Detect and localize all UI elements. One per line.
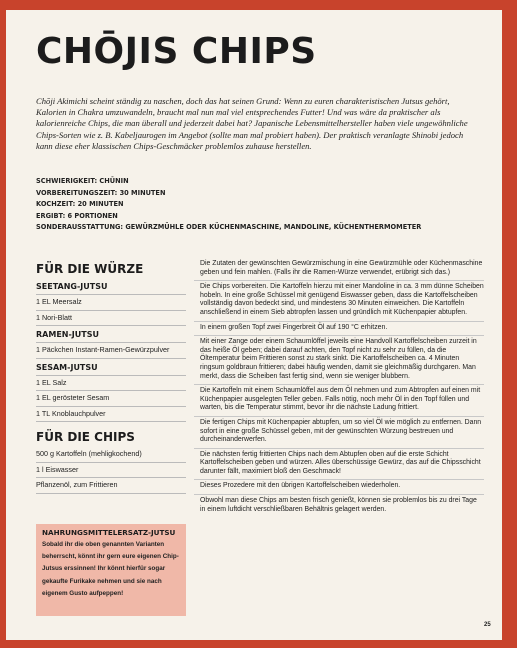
ingredient-item: 1 TL Knoblauchpulver (36, 407, 186, 423)
meta-servings: ERGIBT: 6 PORTIONEN (36, 211, 118, 220)
steps-column (194, 258, 484, 517)
heading-seetang: SEETANG-JUTSU (36, 282, 108, 291)
ingredient-item: 1 Päckchen Instant-Ramen-Gewürzpulver (36, 343, 186, 359)
meta-equipment: SONDERAUSSTATTUNG: GEWÜRZMÜHLE ODER KÜCHENMASCHINE, MANDOLINE, KÜCHENTHERMOMETER (36, 223, 422, 231)
ingredient-item: 1 Nori-Blatt (36, 311, 186, 327)
ingredient-item: 500 g Kartoffeln (mehligkochend) (36, 447, 186, 463)
step-item: Die Chips vorbereiten. Die Kartoffeln hierzu mit einer Mandoline in ca. 3 mm dünne Scheiben hobeln. In eine große Schüssel mit genügend Eiswasser geben, dass die Kartoffelscheiben vollständig davon bedeckt sind, und mindestens 30 Minuten einweichen. Die Kartoffeln anschließend in einem Sieb abtropfen lassen und gründlich mit Küchenpapier abtupfen. (194, 281, 484, 321)
ingredient-item: 1 EL gerösteter Sesam (36, 391, 186, 407)
step-item: Obwohl man diese Chips am besten frisch genießt, können sie problemlos bis zu drei Tage in einem luftdicht verschließbaren Behältnis gelagert werden. (200, 497, 477, 513)
ingredients-column (36, 258, 186, 494)
heading-wurze: FÜR DIE WÜRZE (36, 262, 144, 276)
heading-chips: FÜR DIE CHIPS (36, 430, 135, 444)
heading-ramen: RAMEN-JUTSU (36, 330, 99, 339)
intro-text: Chōji Akimichi scheint ständig zu naschen, doch das hat seinen Grund: Wenn zu euren charakteristischen Jutsus gehört, Kalorien in Chakra umzuwandeln, braucht mal nun mal viel entsprechendes Futter! Und was wäre da praktischer als kalorienreiche Chips, die man überall und jederzeit dabei hat? Japanische Lebensmittelhersteller haben viele ungewöhnliche Chips-Sorten wie z. B. Kabeljaurogen im Angebot (sollte man mal probiert haben). Der praktisch veranlagte Shinobi jedoch kann diese eher klassischen Chips-Geschmäcker problemlos zuhause herstellen. (36, 96, 468, 151)
heading-sesam: SESAM-JUTSU (36, 362, 98, 372)
step-item: In einem großen Topf zwei Fingerbreit Öl auf 190 °C erhitzen. (194, 322, 484, 337)
step-item: Mit einer Zange oder einem Schaumlöffel jeweils eine Handvoll Kartoffelscheiben zurzeit in das heiße Öl geben; dabei darauf achten, den Topf nicht zu sehr zu füllen, da die Öltemperatur beim Frittieren sonst zu stark sinkt. Die Kartoffelscheiben ca. 4 Minuten ringsum goldbraun frittieren; dabei häufig wenden, damit sie gleichmäßig durchgaren. Man merkt, dass die Scheiben fast fertig sind, wenn sie weniger blubbern. (194, 336, 484, 385)
page-number: 25 (484, 622, 491, 628)
step-item: Die nächsten fertig frittierten Chips nach dem Abtupfen oben auf die erste Schicht Kartoffelscheiben geben und würzen. Alles überschüssige Gewürz, das auf die Chipsschicht darunter fällt, maximiert bloß den Geschmack! (194, 449, 484, 481)
meta-prep-time: VORBEREITUNGSZEIT: 30 MINUTEN (36, 188, 166, 197)
step-item: Dieses Prozedere mit den übrigen Kartoffelscheiben wiederholen. (194, 480, 484, 495)
recipe-meta (36, 176, 496, 234)
step-item: Die fertigen Chips mit Küchenpapier abtupfen, um so viel Öl wie möglich zu entfernen. Dann sofort in eine große Schüssel geben, mit der gewünschten Würzung bestreuen und durcheinanderwerfen. (194, 417, 484, 449)
page-title: CHŌJIS CHIPS (36, 31, 317, 72)
tip-box-title: NAHRUNGSMITTELERSATZ-JUTSU (42, 528, 176, 537)
ingredient-item: Pflanzenöl, zum Frittieren (36, 478, 186, 494)
ingredient-item: 1 EL Meersalz (36, 295, 186, 311)
ingredient-item: 1 EL Salz (36, 376, 186, 392)
step-item: Die Zutaten der gewünschten Gewürzmischung in eine Gewürzmühle oder Küchenmaschine geben und fein mahlen. (Falls ihr die Ramen-Würze verwendet, erübrigt sich das.) (194, 258, 484, 281)
page (6, 10, 502, 640)
meta-difficulty: SCHWIERIGKEIT: CHŪNIN (36, 177, 129, 185)
ingredient-item: 1 l Eiswasser (36, 463, 186, 479)
tip-box (36, 524, 186, 616)
meta-cook-time: KOCHZEIT: 20 MINUTEN (36, 200, 124, 208)
tip-box-text: Sobald ihr die oben genannten Varianten beherrscht, könnt ihr gern eure eigenen Chip-Jutsus erssinnen! Ihr könnt hierfür sogar gekaufte Furikake nehmen und sie nach eigenem Gusto aufpeppen! (42, 541, 179, 597)
step-item: Die Kartoffeln mit einem Schaumlöffel aus dem Öl nehmen und zum Abtropfen auf einen mit Küchenpapier ausgelegten Teller geben. Falls nötig, noch mehr Öl in den Topf füllen und warten, bis die Temperatur stimmt, bevor ihr die nächste Ladung frittiert. (194, 385, 484, 417)
